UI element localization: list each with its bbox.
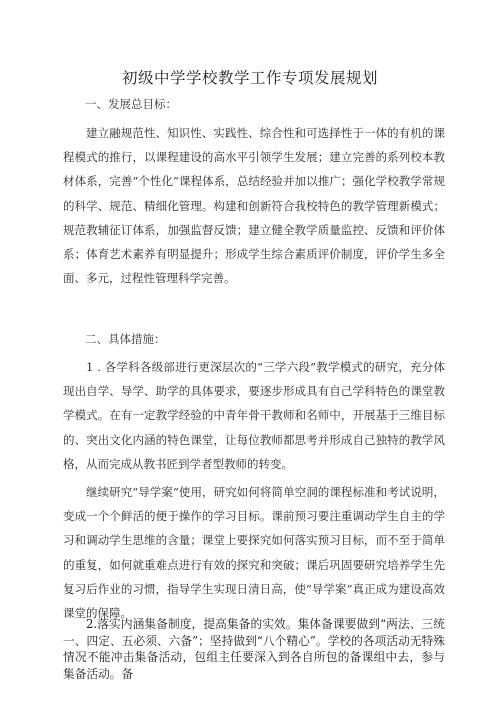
goals-paragraph: 建立融规范性、知识性、实践性、综合性和可选择性于一体的有机的课程模式的推行，以课程建设的高水平引领学生发展；建立完善的系列校本教材体系，完善“个性化”课程体系，总结经验并加以推广；强化学校教学常规的科学、规范、精细化管理。构建和创新符合我校特色的教学管理新模式；规范教辅征订体系，加强监督反馈；建立健全教学质量监控、反馈和评价体系；体育艺术素养有明显提升；形成学生综合素质评价制度，评价学生多全面、多元，过程性管理科学完善。: [63, 126, 445, 286]
section-heading-measures: 二、具体措施：: [85, 332, 166, 346]
measures-paragraph-2: 继续研究“导学案”使用，研究如何将简单空洞的课程标准和考试说明，变成一个个鲜活的便于操作的学习目标。课前预习要注重调动学生自主的学习和调动学生思维的含量；课堂上要探究如何落实预习目标，而不至于简单的重复，如何就重难点进行有效的探究和突破；课后巩固要研究培养学生先复习后作业的习惯，指导学生实现日清日高，使“导学案”真正成为建设高效课堂的保障。: [63, 485, 445, 621]
document-title: 初级中学学校教学工作专项发展规划: [121, 69, 378, 87]
measures-paragraph-3: 2.落实内涵集备制度，提高集备的实效。集体备课要做到“两法、三统一、四定、五必须、六备”；坚持做到“八个精心”。学校的各项活动无特殊情况不能冲击集备活动，包组主任要深入到各自所包的备课组中去，参与集备活动。备: [63, 617, 445, 681]
section-heading-goals: 一、发展总目标：: [85, 97, 177, 111]
measures-paragraph-1: 1 . 各学科各级部进行更深层次的“三学六段”教学模式的研究，充分体现出自学、导学、助学的具体要求，要逐步形成具有自己学科特色的课堂教学模式。在有一定教学经验的中青年骨干教师和名师中，开展基于三维目标的、突出文化内涵的特色课堂，让每位教师都思考并形成自己独特的教学风格，从而完成从教书匠到学者型教师的转变。: [63, 360, 445, 471]
